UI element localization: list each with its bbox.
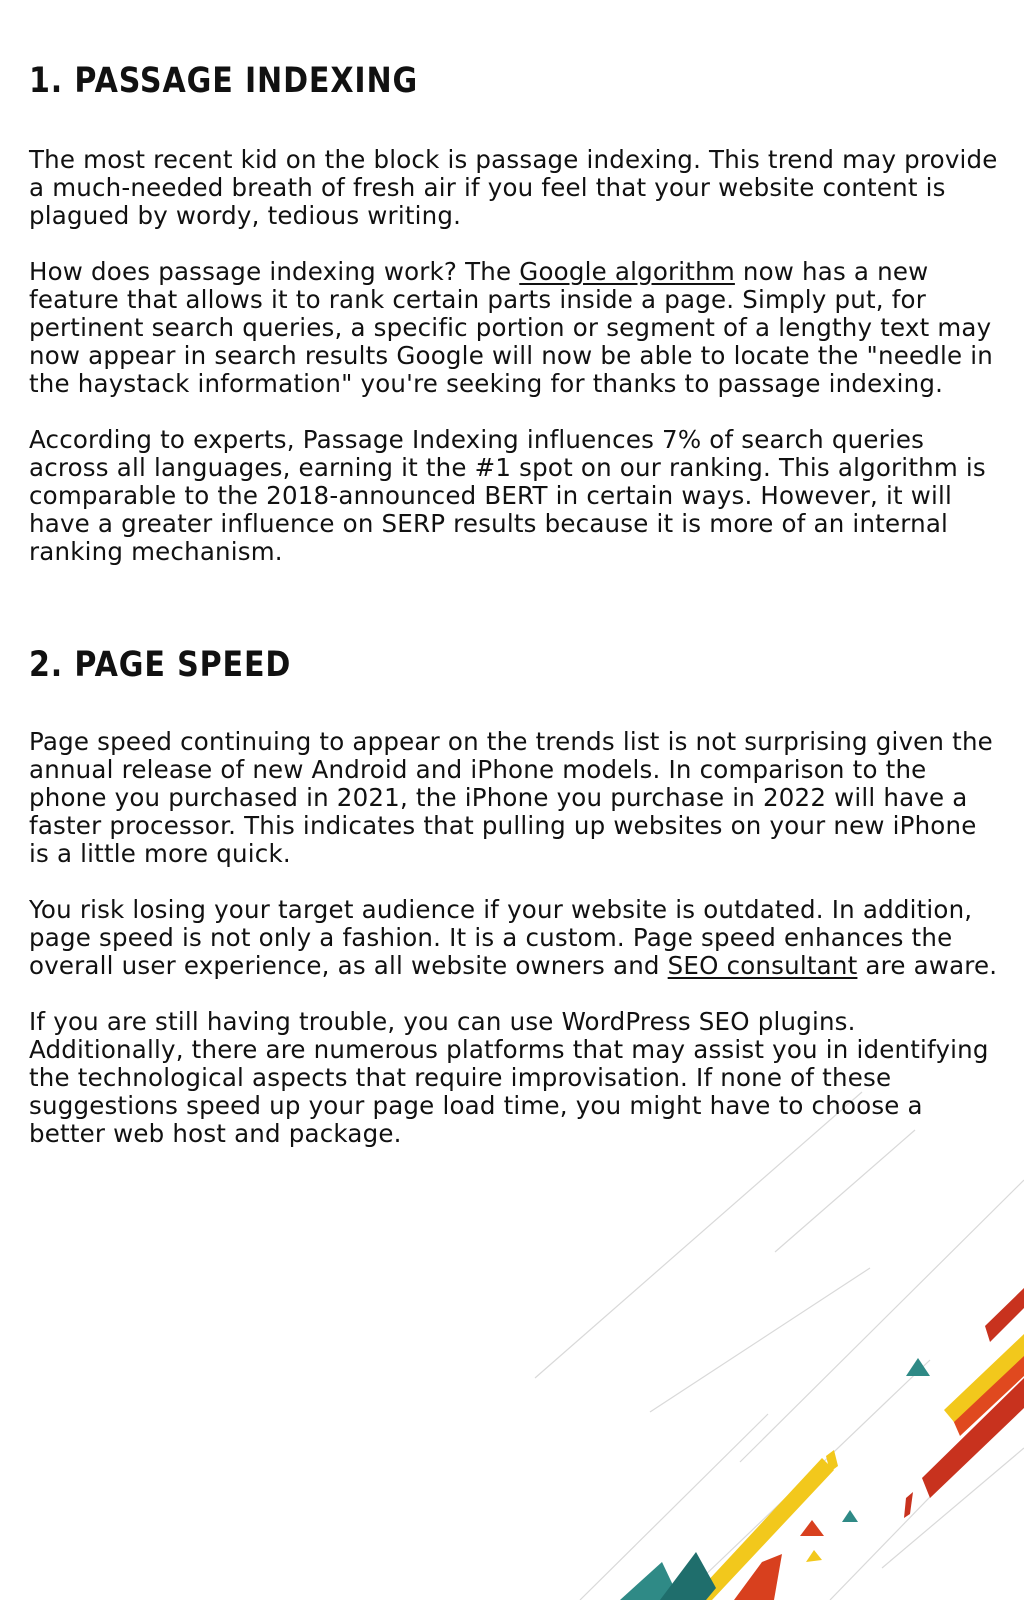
section-heading: 2. PAGE SPEED	[29, 645, 292, 685]
red-stripe-top	[985, 1288, 1024, 1342]
paragraph: The most recent kid on the block is passage indexing. This trend may provide a much-needed breath of fresh air if you feel that your website content is plagued by wordy, tedious writing.	[29, 145, 998, 230]
teal-triangle-top	[906, 1358, 930, 1376]
section-page-speed	[29, 644, 999, 1148]
paragraph	[29, 258, 999, 398]
red-stripe-small	[904, 1492, 913, 1518]
teal-triangle-small	[842, 1510, 858, 1522]
paragraph: Page speed continuing to appear on the trends list is not surprising given the annual release of new Android and iPhone models. In comparison to the phone you purchased in 2021, the iPhone you purchase in 2022 will have a faster processor. This indicates that pulling up websites on your new iPhone is a little more quick.	[29, 727, 993, 868]
paragraph: According to experts, Passage Indexing influences 7% of search queries across all languages, earning it the #1 spot on our ranking. This algorithm is comparable to the 2018-announced BERT in certain ways. However, it will have a greater influence on SERP results because it is more of an internal ranking mechanism.	[29, 425, 986, 566]
paragraph-text: are aware.	[857, 951, 998, 980]
paragraph: If you are still having trouble, you can use WordPress SEO plugins. Additionally, there are numerous platforms that may assist you in identifying the technological aspects that require improvisation. If none of these suggestions speed up your page load time, you might have to choose a better web host and package.	[29, 1007, 989, 1148]
section-passage-indexing	[29, 60, 999, 566]
seo-consultant-link[interactable]: SEO consultant	[667, 951, 858, 980]
article-content	[29, 60, 999, 1176]
paragraph-text: How does passage indexing work? The	[29, 257, 520, 286]
google-algorithm-link[interactable]: Google algorithm	[519, 257, 735, 286]
paragraph	[29, 896, 999, 980]
yellow-triangle-small	[806, 1550, 822, 1562]
paragraph-text: now has a new feature that allows it to rank certain parts inside a page. Simply put, for pertinent search queries, a specific portion or segment of a lengthy text may now appear in search results Google will now be able to locate the "needle in the haystack information" you're seeking for thanks to passage indexing.	[29, 257, 994, 398]
red-triangle-small	[800, 1520, 824, 1536]
section-heading: 1. PASSAGE INDEXING	[29, 61, 419, 101]
paragraph-text: You risk losing your target audience if your website is outdated. In addition, page speed is not only a fashion. It is a custom. Page speed enhances the overall user experience, as all website owners and	[29, 895, 973, 980]
